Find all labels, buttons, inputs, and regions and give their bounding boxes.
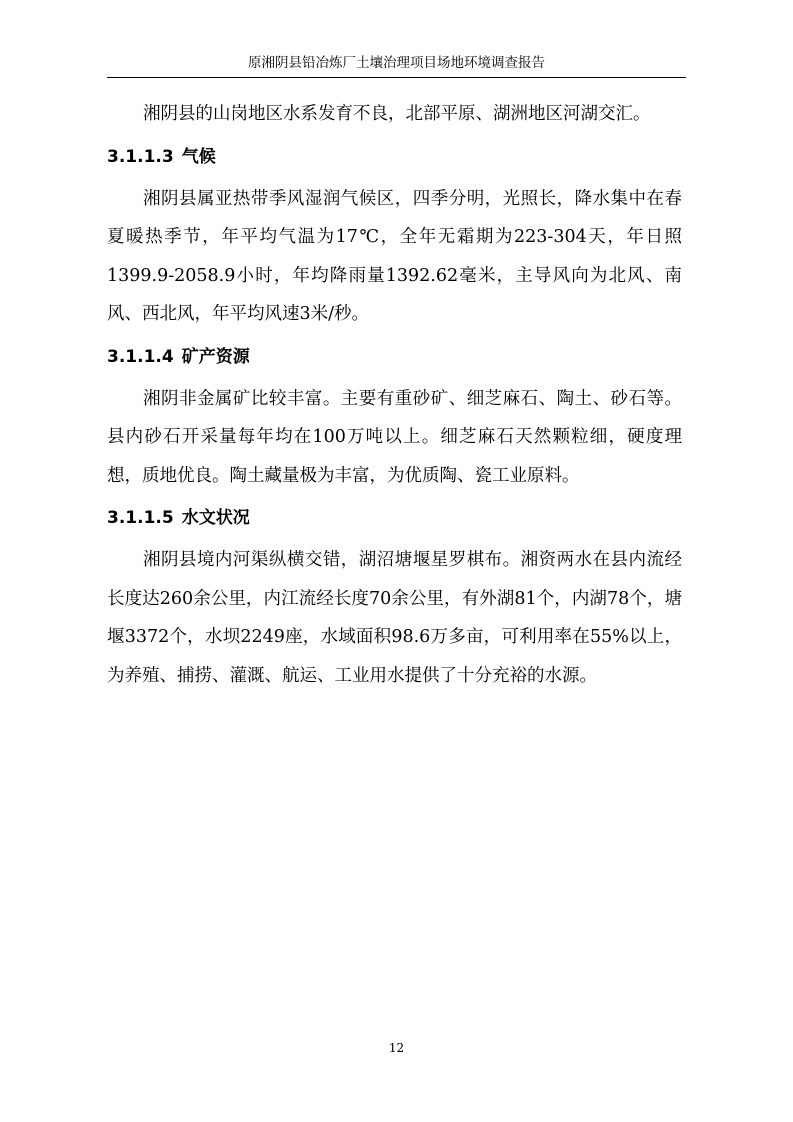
section-title: 水文状况 xyxy=(181,508,250,528)
section-title: 气候 xyxy=(181,146,216,167)
section-title: 矿产资源 xyxy=(181,346,250,367)
climate-paragraph: 湘阴县属亚热带季风湿润气候区，四季分明，光照长，降水集中在春夏暖热季节，年平均气温为17℃，全年无霜期为223-304天，年日照1399.9-2058.9小时，年均降雨量1392.62毫米，主导风向为北风、南风、西北风，年平均风速3米/秒。 xyxy=(107,188,682,324)
section-number: 3.1.1.3 xyxy=(107,146,174,167)
page-number: 12 xyxy=(388,1041,405,1055)
page-footer xyxy=(0,1040,793,1056)
header-title: 原湘阴县铅冶炼厂土壤治理项目场地环境调查报告 xyxy=(248,55,545,71)
minerals-paragraph: 湘阴非金属矿比较丰富。主要有重砂矿、细芝麻石、陶土、砂石等。县内砂石开采量每年均在100万吨以上。细芝麻石天然颗粒细，硬度理想，质地优良。陶土藏量极为丰富，为优质陶、瓷工业原料。 xyxy=(107,388,682,486)
section-heading-minerals xyxy=(107,340,682,374)
section-heading-climate xyxy=(107,140,682,174)
section-number: 3.1.1.4 xyxy=(107,346,174,367)
page-header xyxy=(107,52,686,78)
section-number: 3.1.1.5 xyxy=(107,508,174,528)
section-heading-hydrology xyxy=(107,501,682,535)
intro-paragraph: 湘阴县的山岗地区水系发育不良，北部平原、湖洲地区河湖交汇。 xyxy=(143,104,651,124)
document-body xyxy=(107,95,682,695)
hydrology-paragraph: 湘阴县境内河渠纵横交错，湖沼塘堰星罗棋布。湘资两水在县内流经长度达260余公里，内江流经长度70余公里，有外湖81个，内湖78个，塘堰3372个，水坝2249座，水域面积98.6万多亩，可利用率在55%以上，为养殖、捕捞、灌溉、航运、工业用水提供了十分充裕的水源。 xyxy=(107,550,682,686)
